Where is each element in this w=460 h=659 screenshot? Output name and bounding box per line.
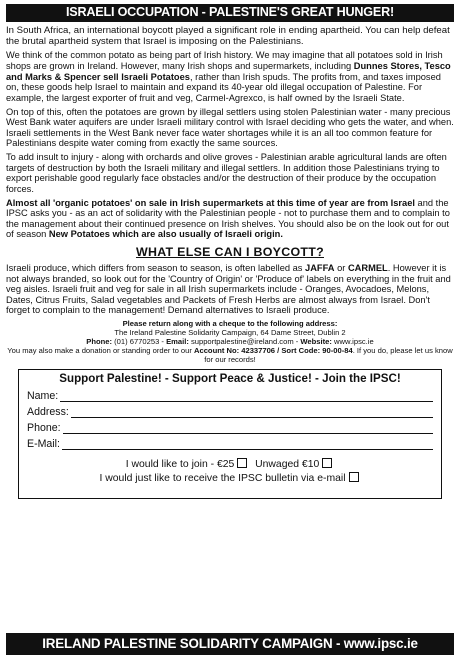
membership-form	[18, 369, 442, 499]
email-field[interactable]: E-Mail:	[27, 436, 433, 450]
intro-paragraph: In South Africa, an international boycott played a significant role in ending apartheid. You can help defeat the brutal apartheid system that Israel is imposing on the Palestinians.	[6, 25, 450, 48]
donation-line: You may also make a donation or standing order to our Account No: 42337706 / Sort Code: 90-00-84. If you do, please let us know for our records!	[7, 346, 453, 364]
organic-paragraph: Almost all 'organic potatoes' on sale in Irish supermarkets at this time of year are from Israel and the IPSC asks you - as an act of solidarity with the Palestinian people - not to purchase them and to complain to the management about their continued presence on Irish shelves. You should also be on the look out for out of season New Potatoes which are also usually of Israeli origin.	[6, 197, 450, 240]
bulletin-checkbox[interactable]	[349, 472, 359, 482]
retailers-bold: Dunnes Stores, Tesco and Marks & Spencer sell Israeli Potatoes	[6, 60, 451, 82]
potato-paragraph: We think of the common potato as being part of Irish history. We may imagine that all potatoes sold in Irish shops are grown in Ireland. However, many Irish shops and supermarkets, including Dunnes Stores, Tesco and Marks & Spencer sell Israeli Potatoes, rather than Irish spuds. The profits from, and taxes imposed on, these goods help Israel to maintain and expand its 40-year old illegal occupation of Palestine. For example, the largest exporter of fruit and veg, Carmel-Agrexco, is half owned by the Israeli State.	[6, 50, 451, 103]
address-field[interactable]: Address:	[27, 404, 433, 418]
form-title: Support Palestine! - Support Peace & Justice! - Join the IPSC!	[59, 372, 401, 385]
phone-field[interactable]: Phone:	[27, 420, 433, 434]
contact-line: Phone: (01) 6770253 - Email: supportpalestine@ireland.com - Website: www.ipsc.ie	[86, 337, 374, 346]
email-link: supportpalestine@ireland.com -	[188, 337, 301, 346]
water-paragraph: On top of this, often the potatoes are grown by illegal settlers using stolen Palestinian water - many precious West Bank water aquifers are under Israeli military control with Israel deciding who gets the water, and when. Israeli settlements in the West Bank never face water shortages while it is an all too common feature for Palestinians despite water coming from exactly the same sources.	[6, 106, 454, 149]
boycott-subheading: WHAT ELSE CAN I BOYCOTT?	[135, 245, 324, 260]
name-field[interactable]: Name:	[27, 388, 433, 402]
return-heading: Please return along with a cheque to the following address:	[122, 319, 338, 328]
website-link: www.ipsc.ie	[331, 337, 374, 346]
return-info	[6, 319, 454, 364]
membership-options	[27, 458, 433, 486]
return-address: The Ireland Palestine Solidarity Campaign, 64 Dame Street, Dublin 2	[114, 328, 346, 337]
unwaged-checkbox[interactable]	[322, 458, 332, 468]
produce-paragraph: Israeli produce, which differs from season to season, is often labelled as JAFFA or CARMEL. However it is not always branded, so look out for the 'Country of Origin' or 'Produce of' labels on everything in the fruit and veg aisles. Israeli fruit and veg for sale in all Irish supermarkets include - Oranges, Avocadoes, Melons, Dates, Citrus Fruits, Salad vegetables and Packets of Fresh Herbs are almost always from Israel. Don't forget to complain to the management! Demand alternatives to Israeli produce.	[6, 263, 451, 316]
destruction-paragraph: To add insult to injury - along with orchards and olive groves - Palestinian arable agricultural lands are often targets of destruction by both the Israeli military and illegal settlers. In addition those Palestinians trying to export perishable good regularly face obstacles and/or the destruction of their produce by the occupation forces.	[6, 152, 447, 194]
footer-banner: IRELAND PALESTINE SOLIDARITY CAMPAIGN - www.ipsc.ie	[6, 633, 454, 655]
bulletin-row: I would just like to receive the IPSC bulletin via e-mail	[27, 472, 433, 486]
join-row: I would like to join - €25 Unwaged €10	[27, 458, 433, 472]
join-checkbox[interactable]	[237, 458, 247, 468]
header-banner: ISRAELI OCCUPATION - PALESTINE'S GREAT HUNGER!	[6, 4, 454, 22]
